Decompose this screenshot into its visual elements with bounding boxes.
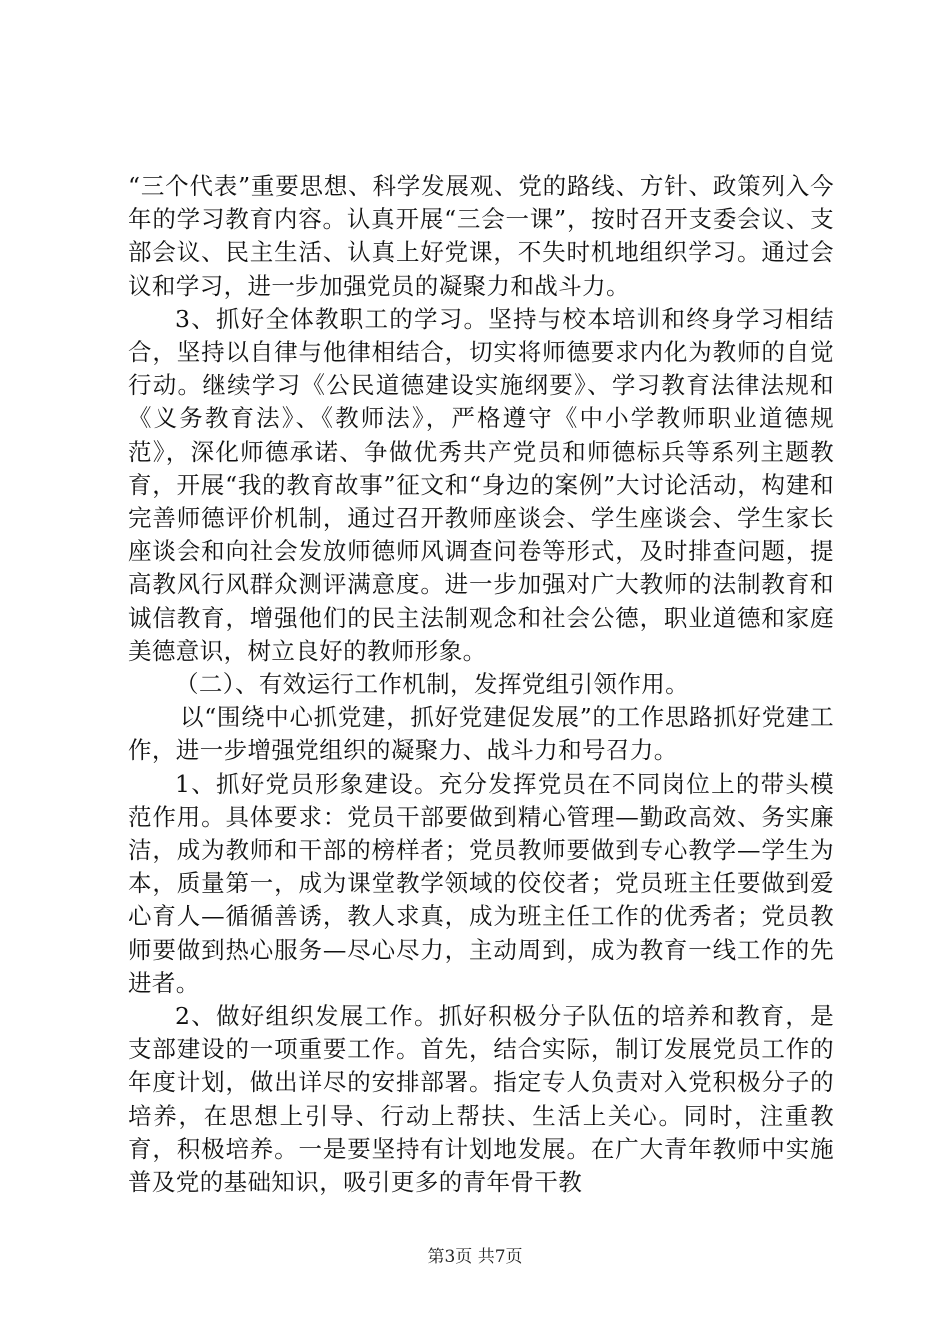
paragraph-5: 2、做好组织发展工作。抓好积极分子队伍的培养和教育，是支部建设的一项重要工作。首先，结合实际，制订发展党员工作的年度计划，做出详尽的安排部署。指定专人负责对入党积极分子的培养，在思想上引导、行动上帮扶、生活上关心。同时，注重教育，积极培养。一是要坚持有计划地发展。在广大青年教师中实施普及党的基础知识，吸引更多的青年骨干教 — [128, 1002, 834, 1197]
paragraph-4: 1、抓好党员形象建设。充分发挥党员在不同岗位上的带头模范作用。具体要求：党员干部要做到精心管理—勤政高效、务实廉洁，成为教师和干部的榜样者；党员教师要做到专心教学—学生为本，质量第一，成为课堂教学领域的佼佼者；党员班主任要做到爱心育人—循循善诱，教人求真，成为班主任工作的优秀者；党员教师要做到热心服务—尽心尽力，主动周到，成为教育一线工作的先进者。 — [128, 769, 834, 997]
section-heading: （二）、有效运行工作机制，发挥党组引领作用。 — [175, 670, 690, 699]
body-text — [128, 170, 834, 1199]
paragraph-3: 以“围绕中心抓党建，抓好党建促发展”的工作思路抓好党建工作，进一步增强党组织的凝聚力、战斗力和号召力。 — [128, 703, 834, 765]
paragraph-2: 3、抓好全体教职工的学习。坚持与校本培训和终身学习相结合，坚持以自律与他律相结合，切实将师德要求内化为教师的自觉行动。继续学习《公民道德建设实施纲要》、学习教育法律法规和《义务教育法》、《教师法》，严格遵守《中小学教师职业道德规范》，深化师德承诺、争做优秀共产党员和师德标兵等系列主题教育，开展“我的教育故事”征文和“身边的案例”大讨论活动，构建和完善师德评价机制，通过召开教师座谈会、学生座谈会、学生家长座谈会和向社会发放师德师风调查问卷等形式，及时排查问题，提高教风行风群众测评满意度。进一步加强对广大教师的法制教育和诚信教育，增强他们的民主法制观念和社会公德，职业道德和家庭美德意识，树立良好的教师形象。 — [128, 304, 834, 665]
page-number: 第3页 共7页 — [427, 1247, 523, 1267]
paragraph-1: “三个代表”重要思想、科学发展观、党的路线、方针、政策列入今年的学习教育内容。认真开展“三会一课”，按时召开支委会议、支部会议、民主生活、认真上好党课，不失时机地组织学习。通过会议和学习，进一步加强党员的凝聚力和战斗力。 — [128, 172, 834, 300]
